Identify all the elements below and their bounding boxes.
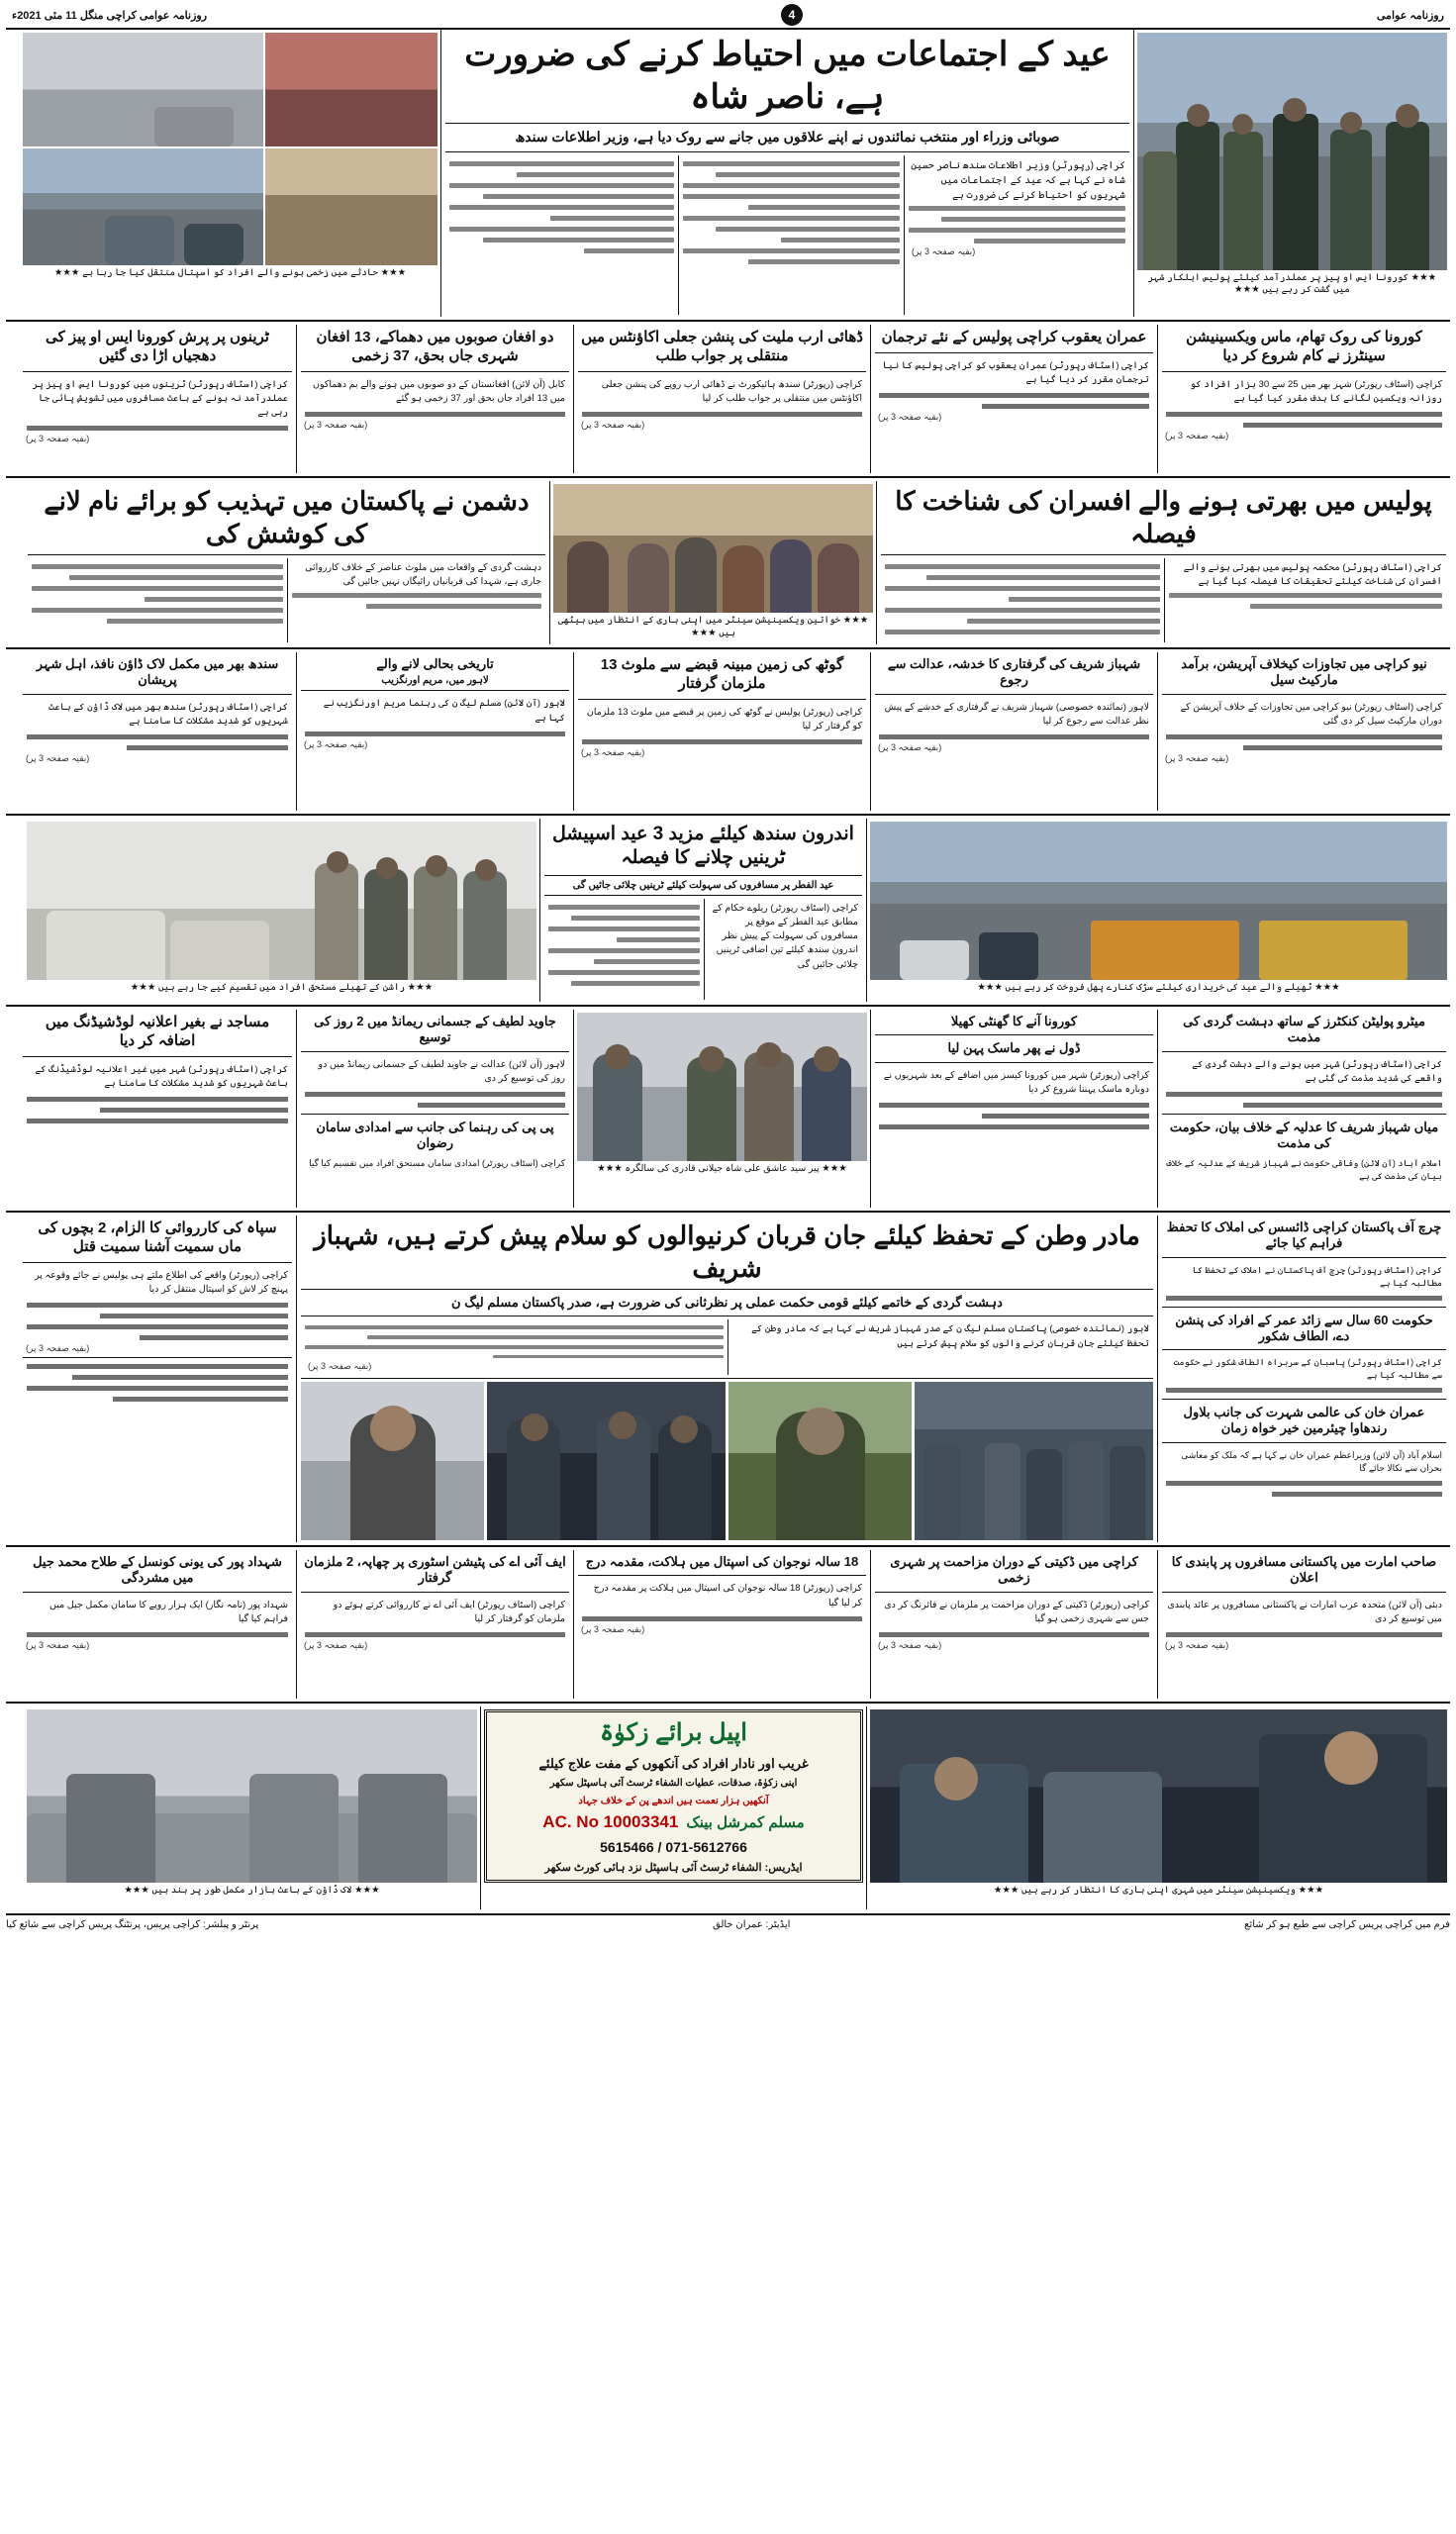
brief-jump-tag: (بقیہ صفحہ 3 پر) (581, 1623, 645, 1634)
band2-left-body-2 (28, 558, 287, 642)
band6-body-1 (728, 1319, 1154, 1375)
band2-right-body-1 (1164, 558, 1447, 642)
accident-photo-1 (265, 33, 437, 146)
band6-body-2 (301, 1319, 728, 1375)
brief-headline: تاریخی بحالی لانے والے (376, 656, 494, 671)
band6-body-text: لاہور (نمائندہ خصوصی) پاکستان مسلم لیگ ن کے صدر شہباز شریف نے کہا ہے کہ مادر وطن کے تحفظ کیلئے جان قربان کرنے والوں کو سلام پیش کرتے ہیں (751, 1323, 1149, 1349)
zakat-advertisement (480, 1706, 866, 1909)
brief-headline: شہباز شریف کی گرفتاری کا خدشہ، عدالت سے رجوع (887, 656, 1141, 688)
brief-headline: 18 سالہ نوجوان کی اسپتال میں ہلاکت، مقدمہ درج (585, 1554, 859, 1569)
brief-body: دبئی (آن لائن) متحدہ عرب امارات نے پاکستانی مسافروں پر عائد پابندی میں توسیع کر دی (1167, 1599, 1442, 1624)
band5-photo-caption: ★★★ پیر سید عاشق علی شاہ جیلانی قادری کی سالگرہ ★★★ (597, 1163, 847, 1174)
brief-item (573, 652, 870, 811)
ad-slogan: آنکھیں ہزار نعمت ہیں اندھے پن کے خلاف جہاد (578, 1795, 769, 1806)
ad-title: اپیل برائے زکوٰۃ (600, 1719, 747, 1746)
brief-item (870, 325, 1157, 473)
band5-left-body: کراچی (اسٹاف رپورٹر) شہر میں غیر اعلانیہ لوڈشیڈنگ کے باعث شہریوں کو شدید مشکلات کا سامنا ہے (35, 1063, 288, 1089)
metro-condemnation-story (1157, 1010, 1450, 1208)
band5-far-right-headline: میٹرو پولیٹن کنکٹرز کے ساتھ دہشت گردی کی مذمت (1183, 1014, 1425, 1045)
eid-special-trains-story (539, 819, 866, 1002)
masthead-left: روزنامہ عوامی کراچی منگل 11 مئی 2021ء (12, 9, 208, 22)
right-col-headline-2: پی پی کی رہنما کی جانب سے امدادی سامان رضوان (316, 1120, 554, 1151)
top-right-photo-block (1133, 30, 1450, 317)
brief-body: کراچی (اسٹاف رپورٹر) ٹرینوں میں کورونا ایس او پیز پر عملدرآمد نہ ہونے کے باعث مسافروں میں تشویش پائی جا رہی ہے (32, 378, 288, 418)
ad-line-1: غریب اور نادار افراد کی آنکھوں کے مفت علاج کیلئے (538, 1755, 809, 1771)
band2-left-body-1 (287, 558, 546, 642)
enemy-conspiracy-story (24, 481, 549, 644)
brief-body: لاہور (آن لائن) مسلم لیگ ن کی رہنما مریم اورنگزیب نے کہا ہے (323, 698, 565, 724)
right-col-headline-5: عمران خان کی عالمی شہرت کی جانب بلاول رندھاوا چیئرمین خیر خواہ زمان (1183, 1405, 1425, 1436)
band2-left-body-text: دہشت گردی کے واقعات میں ملوث عناصر کے خلاف کارروائی جاری ہے، شہدا کی قربانیاں رائیگاں نہیں جائیں گی (305, 562, 541, 588)
accident-photo-3 (265, 148, 437, 265)
fruit-vendor-photo (870, 822, 1447, 980)
brief-jump-tag: (بقیہ صفحہ 3 پر) (26, 753, 90, 763)
band4-body-2 (544, 899, 704, 1001)
band5-mid-headline: جاوید لطیف کے جسمانی ریمانڈ میں 2 روز کی توسیع (314, 1014, 556, 1045)
ad-box[interactable] (484, 1709, 863, 1883)
masthead (6, 4, 1450, 30)
band6-left-headline: سپاہ کی کارروائی کا الزام، 2 بچوں کی ماں سمیت آشنا سمیت قتل (38, 1219, 277, 1255)
brief-body: شہداد پور (نامہ نگار) ایک ہزار روپے کا سامان مکمل جیل میں فراہم کیا گیا (49, 1599, 288, 1624)
brief-jump-tag: (بقیہ صفحہ 3 پر) (581, 747, 645, 757)
lead-headline: عید کے اجتماعات میں احتیاط کرنے کی ضرورت ہے، ناصر شاہ (464, 36, 1111, 116)
brief-item (1157, 652, 1450, 811)
band5-far-right-body: کراچی (اسٹاف رپورٹر) شہر میں ہونے والے دہشت گردی کے واقعے کی شدید مذمت کی گئی ہے (1192, 1058, 1442, 1084)
band5-left-headline: مساجد نے بغیر اعلانیہ لوڈشیڈنگ میں اضافہ کر دیا (45, 1014, 270, 1049)
brief-jump-tag: (بقیہ صفحہ 3 پر) (26, 434, 90, 444)
closed-market-photo (27, 1709, 477, 1883)
band5-mid-body: لاہور (آن لائن) عدالت نے جاوید لطیف کے جسمانی ریمانڈ میں دو روز کی توسیع کر دی (318, 1058, 565, 1084)
lead-jump-tag: (بقیہ صفحہ 3 پر) (911, 245, 976, 256)
corona-bell-story (870, 1010, 1157, 1208)
band6-left-jump-tag: (بقیہ صفحہ 3 پر) (26, 1343, 90, 1353)
brief-jump-tag: (بقیہ صفحہ 3 پر) (304, 420, 368, 430)
band2-right-body-text: کراچی (اسٹاف رپورٹر) محکمہ پولیس میں بھرتی ہونے والے افسران کی شناخت کیلئے تحقیقات کا فیصلہ کیا گیا ہے (1183, 562, 1442, 588)
brief-headline: کورونا کی روک تھام، ماس ویکسینیشن سینٹرز نے کام شروع کر دیا (1186, 329, 1422, 364)
brief-jump-tag: (بقیہ صفحہ 3 پر) (581, 420, 645, 430)
brief-headline: ڈھائی ارب ملیت کی پنشن جعلی اکاؤنٹس میں منتقلی پر جواب طلب (581, 329, 863, 364)
right-col-headline-4: حکومت 60 سال سے زائد عمر کے افراد کی پنشن دے، الطاف شکور (1175, 1312, 1433, 1343)
brief-jump-tag: (بقیہ صفحہ 3 پر) (878, 1640, 942, 1650)
band2-right-body-2 (881, 558, 1164, 642)
band-5 (6, 1010, 1450, 1208)
brief-headline: ٹرینوں پر پرش کورونا ایس او پیز کی دھجیاں اڑا دی گئیں (46, 329, 269, 364)
brief-item (296, 1550, 573, 1699)
brief-body: کراچی (رپورٹر) پولیس نے گوٹھ کی زمین پر قبضے میں ملوث 13 ملزمان کو گرفتار کر لیا (586, 706, 862, 731)
brief-jump-tag: (بقیہ صفحہ 3 پر) (878, 742, 942, 752)
right-col-body-1: اسلام آباد (آن لائن) وفاقی حکومت نے شہباز شریف کے عدلیہ کے خلاف بیان کی مذمت کی ہے (1166, 1157, 1442, 1181)
group-men-photo (487, 1382, 726, 1540)
band2-left-headline: دشمن نے پاکستان میں تہذیب کو برائے نام لانے کی کوشش کی (44, 486, 530, 548)
band5-right-headline-2: ڈول نے پھر ماسک پہن لیا (947, 1040, 1081, 1056)
brief-jump-tag: (بقیہ صفحہ 3 پر) (304, 1640, 368, 1650)
loadshedding-story (19, 1010, 296, 1208)
brief-jump-tag: (بقیہ صفحہ 3 پر) (878, 412, 942, 423)
brief-body: کراچی (اسٹاف رپورٹر) نیو کراچی میں تجاوزات کے خلاف آپریشن کے دوران مارکیٹ سیل کر دی گئی (1180, 701, 1442, 727)
band4-body-1 (704, 899, 863, 1001)
ad-phone[interactable]: 071-5612766 / 5615466 (600, 1838, 747, 1855)
brief-jump-tag: (بقیہ صفحہ 3 پر) (304, 738, 368, 749)
lead-body-col-3 (445, 155, 678, 316)
band6-headline: مادر وطن کے تحفظ کیلئے جان قربان کرنیوالوں کو سلام پیش کرتے ہیں، شہباز شریف (314, 1220, 1140, 1283)
brief-item (296, 325, 573, 473)
brief-headline: نیو کراچی میں تجاوزات کیخلاف آپریشن، برآمد مارکیٹ سیل (1181, 656, 1427, 688)
soldier-portrait-photo (728, 1382, 912, 1540)
band6-left-body: کراچی (رپورٹر) واقعے کی اطلاع ملتے ہی پولیس نے جائے وقوعہ پر پہنچ کر لاش کو اسپتال منتقل کر دیا (35, 1269, 288, 1295)
brief-body: کراچی (اسٹاف رپورٹر) عمران یعقوب کو کراچی پولیس کا نیا ترجمان مقرر کر دیا گیا ہے (882, 359, 1149, 385)
band-4 (6, 819, 1450, 1002)
police-identification-story (876, 481, 1450, 644)
bottom-section (6, 1706, 1450, 1909)
band-briefs-3 (6, 652, 1450, 811)
top-left-photo-block (20, 30, 440, 317)
band4-body-text: کراچی (اسٹاف رپورٹر) ریلوے حکام کے مطابق عید الفطر کے موقع پر مسافروں کی سہولت کے پیش نظر اندرون سندھ کیلئے تین اضافی ٹرینیں چلائی جائیں گی (712, 902, 858, 970)
right-col-body-4: کراچی (اسٹاف رپورٹر) پاسبان کے سربراہ الطاف شکور نے حکومت سے مطالبہ کیا ہے (1173, 1357, 1442, 1381)
brief-item (296, 652, 573, 811)
brief-item (1157, 1550, 1450, 1699)
footer-left: پرنٹر و پبلشر: کراچی پریس، پرنٹنگ پریس کراچی سے شائع کیا (6, 1919, 259, 1930)
brief-item (870, 1550, 1157, 1699)
brief-headline: سندھ بھر میں مکمل لاک ڈاؤن نافذ، اہل شہر پریشان (36, 656, 279, 688)
brief-item (1157, 325, 1450, 473)
band-6 (6, 1216, 1450, 1542)
band5-right-headline-1: کورونا آنے کا گھنٹی کھیلا (950, 1014, 1078, 1028)
band4-center-headline: اندرون سندھ کیلئے مزید 3 عید اسپیشل ٹرینیں چلانے کا فیصلہ (552, 824, 854, 868)
brief-headline: ایف آئی اے کی پٹیشن اسٹوری پر چھاپہ، 2 ملزمان گرفتار (304, 1554, 566, 1586)
top-section (6, 30, 1450, 317)
group-portrait-photo (577, 1013, 867, 1161)
qadri-birthday-photo-block (573, 1010, 870, 1208)
lead-body-kicker: کراچی (رپورٹر) وزیر اطلاعات سندھ ناصر حسین شاہ نے کہا ہے کہ عید کے اجتماعات میں شہریوں کو احتیاط کرنے کی ضرورت ہے (911, 159, 1125, 201)
page-number: 4 (781, 4, 803, 26)
brief-body: کراچی (رپورٹر) 18 سالہ نوجوان کی اسپتال میں ہلاکت پر مقدمہ درج کر لیا گیا (593, 1583, 862, 1608)
bottom-right-photo-block (866, 1706, 1450, 1909)
brief-jump-tag: (بقیہ صفحہ 3 پر) (1165, 1640, 1229, 1650)
ration-distribution-photo (27, 822, 536, 980)
brief-headline: عمران یعقوب کراچی پولیس کے نئے ترجمان (881, 329, 1147, 345)
ad-account-number: AC. No 10003341 (542, 1812, 679, 1831)
right-col-headline-3: چرچ آف پاکستان کراچی ڈائسس کی املاک کا تحفظ فراہم کیا جائے (1166, 1219, 1442, 1251)
brief-headline: شہداد پور کی یونی کونسل کے طلاح محمد جیل میں مشردگی (33, 1554, 282, 1586)
right-col-body-2: کراچی (اسٹاف رپورٹر) امدادی سامان مستحق افراد میں تقسیم کیا گیا (309, 1157, 565, 1168)
accident-photo-4 (23, 148, 263, 265)
brief-body: لاہور (نمائندہ خصوصی) شہباز شریف نے گرفتاری کے خدشے کے پیش نظر عدالت سے رجوع کر لیا (884, 701, 1149, 727)
funeral-prayer-photo (915, 1382, 1153, 1540)
man-portrait-photo (301, 1382, 484, 1540)
band4-center-subhead: عید الفطر پر مسافروں کی سہولت کیلئے ٹرینیں چلائی جائیں گی (572, 879, 834, 891)
brief-body: کراچی (اسٹاف رپورٹر) شہر بھر میں 25 سے 30 ہزار افراد کو روزانہ ویکسین لگانے کا ہدف مقرر کیا گیا ہے (1190, 378, 1442, 404)
band6-photo-strip (301, 1382, 1153, 1540)
band5-right-body: کراچی (رپورٹر) شہر میں کورونا کیسز میں اضافے کے بعد شہریوں نے دوبارہ ماسک پہننا شروع کر دیا (883, 1069, 1149, 1095)
band4-left-caption: ★★★ راشن کے تھیلے مستحق افراد میں تقسیم کیے جا رہے ہیں ★★★ (130, 982, 434, 993)
brief-headline: صاحب امارت میں پاکستانی مسافروں پر پابندی کا اعلان (1171, 1554, 1437, 1586)
brief-subhead: لاہور میں، مریم اورنگزیب (381, 675, 489, 687)
bottom-right-caption: ★★★ ویکسینیشن سینٹر میں شہری اپنی باری کا انتظار کر رہے ہیں ★★★ (993, 1885, 1324, 1896)
ad-line-2: اپنی زکوٰۃ، صدقات، عطیات الشفاء ٹرسٹ آئی ہاسپٹل سکھر (549, 1778, 798, 1789)
brief-jump-tag: (بقیہ صفحہ 3 پر) (1165, 431, 1229, 440)
lead-story (440, 30, 1133, 317)
bottom-left-photo-block (24, 1706, 480, 1909)
brief-item (573, 325, 870, 473)
accident-photo-2 (23, 33, 263, 146)
brief-jump-tag: (بقیہ صفحہ 3 پر) (1165, 753, 1229, 763)
footer-right: فرم میں کراچی پریس کراچی سے طبع ہو کر شائع (1244, 1919, 1450, 1930)
murder-case-story (19, 1216, 296, 1542)
band4-right-caption: ★★★ ٹھیلے والے عید کی خریداری کیلئے سڑک کنارے پھل فروخت کر رہے ہیں ★★★ (977, 982, 1340, 993)
masthead-right: روزنامہ عوامی (1376, 9, 1444, 22)
brief-item (19, 325, 296, 473)
ad-address: ایڈریس: الشفاء ٹرسٹ آئی ہاسپٹل نزد ہائی کورٹ سکھر (544, 1862, 803, 1874)
brief-headline: دو افغان صوبوں میں دھماکے، 13 افغان شہری جاں بحق، 37 زخمی (316, 329, 554, 364)
brief-body: کراچی (اسٹاف رپورٹر) سندھ بھر میں لاک ڈاؤن کے باعث شہریوں کو شدید مشکلات کا سامنا ہے (49, 701, 288, 727)
brief-item (19, 652, 296, 811)
lead-subhead: صوبائی وزراء اور منتخب نمائندوں نے اپنے علاقوں میں جانے سے روک دیا ہے، وزیر اطلاعات سندھ (515, 129, 1060, 145)
band-briefs-7 (6, 1550, 1450, 1699)
javed-latif-remand-story (296, 1010, 573, 1208)
top-left-photo-caption: ★★★ حادثے میں زخمی ہونے والے افراد کو اسپتال منتقل کیا جا رہا ہے ★★★ (53, 267, 407, 278)
women-waiting-photo (553, 484, 873, 613)
right-column-block (1157, 1216, 1450, 1542)
vendor-photo-block (866, 819, 1450, 1002)
women-vaccination-photo-block (549, 481, 876, 644)
top-right-photo-caption: ★★★ کورونا ایس او پیز پر عملدرآمد کیلئے پولیس اہلکار شہر میں گشت کر رہے ہیں ★★★ (1147, 272, 1437, 296)
band-2 (6, 481, 1450, 644)
brief-body: کراچی (اسٹاف رپورٹر) ایف آئی اے نے کارروائی کرتے ہوئے دو ملزمان کو گرفتار کر لیا (333, 1599, 565, 1624)
lead-body-col-1 (904, 155, 1129, 316)
right-col-headline-1: میاں شہباز شریف کا عدلیہ کے خلاف بیان، حکومت کی مذمت (1169, 1120, 1439, 1151)
police-patrol-photo (1137, 33, 1447, 270)
brief-item (870, 652, 1157, 811)
right-col-body-3: کراچی (اسٹاف رپورٹر) چرچ آف پاکستان نے املاک کے تحفظ کا مطالبہ کیا ہے (1192, 1264, 1442, 1288)
brief-item (19, 1550, 296, 1699)
vaccination-center-photo (870, 1709, 1447, 1883)
footer-center: ایڈیٹر: عمران خالق (712, 1919, 791, 1930)
band2-right-headline: پولیس میں بھرتی ہونے والے افسران کی شناخت کا فیصلہ (895, 486, 1432, 548)
brief-body: کابل (آن لائن) افغانستان کے دو صوبوں میں ہونے والے بم دھماکوں میں 13 افراد جاں بحق اور 37 زخمی ہو گئے (312, 378, 565, 404)
ration-photo-block (24, 819, 539, 1002)
brief-body: کراچی (رپورٹر) سندھ ہائیکورٹ نے ڈھائی ارب روپے کی پنشن جعلی اکاؤنٹس میں منتقلی پر جواب طلب کر لیا (601, 378, 862, 404)
shehbaz-main-story (296, 1216, 1157, 1542)
right-col-body-5: اسلام آباد (آن لائن) وزیراعظم عمران خان نے کہا ہے کہ ملک کو معاشی بحران سے نکالا جائے گا (1181, 1449, 1442, 1473)
page-footer (6, 1913, 1450, 1932)
band6-subhead: دہشت گردی کے خاتمے کیلئے قومی حکمت عملی پر نظرثانی کی ضرورت ہے، صدر پاکستان مسلم لیگ ن (451, 1295, 1003, 1310)
band6-jump-tag: (بقیہ صفحہ 3 پر) (308, 1361, 372, 1372)
brief-item (573, 1550, 870, 1699)
band2-photo-caption: ★★★ خواتین ویکسینیشن سینٹر میں اپنی باری کے انتظار میں بیٹھی ہیں ★★★ (557, 615, 869, 638)
brief-headline: کراچی میں ڈکیتی کے دوران مزاحمت پر شہری زخمی (890, 1554, 1138, 1586)
ad-bank-name: مسلم کمرشل بینک (686, 1814, 805, 1831)
brief-body: کراچی (رپورٹر) ڈکیتی کے دوران مزاحمت پر ملزمان نے فائرنگ کر دی جس سے شہری زخمی ہو گیا (884, 1599, 1149, 1624)
bottom-left-caption: ★★★ لاک ڈاؤن کے باعث بازار مکمل طور پر بند ہیں ★★★ (124, 1885, 380, 1896)
band-briefs-1 (6, 325, 1450, 473)
brief-headline: گوٹھ کی زمین مبینہ قبضے سے ملوث 13 ملزمان گرفتار (600, 656, 844, 692)
brief-jump-tag: (بقیہ صفحہ 3 پر) (26, 1640, 90, 1650)
lead-body-col-2 (678, 155, 904, 316)
